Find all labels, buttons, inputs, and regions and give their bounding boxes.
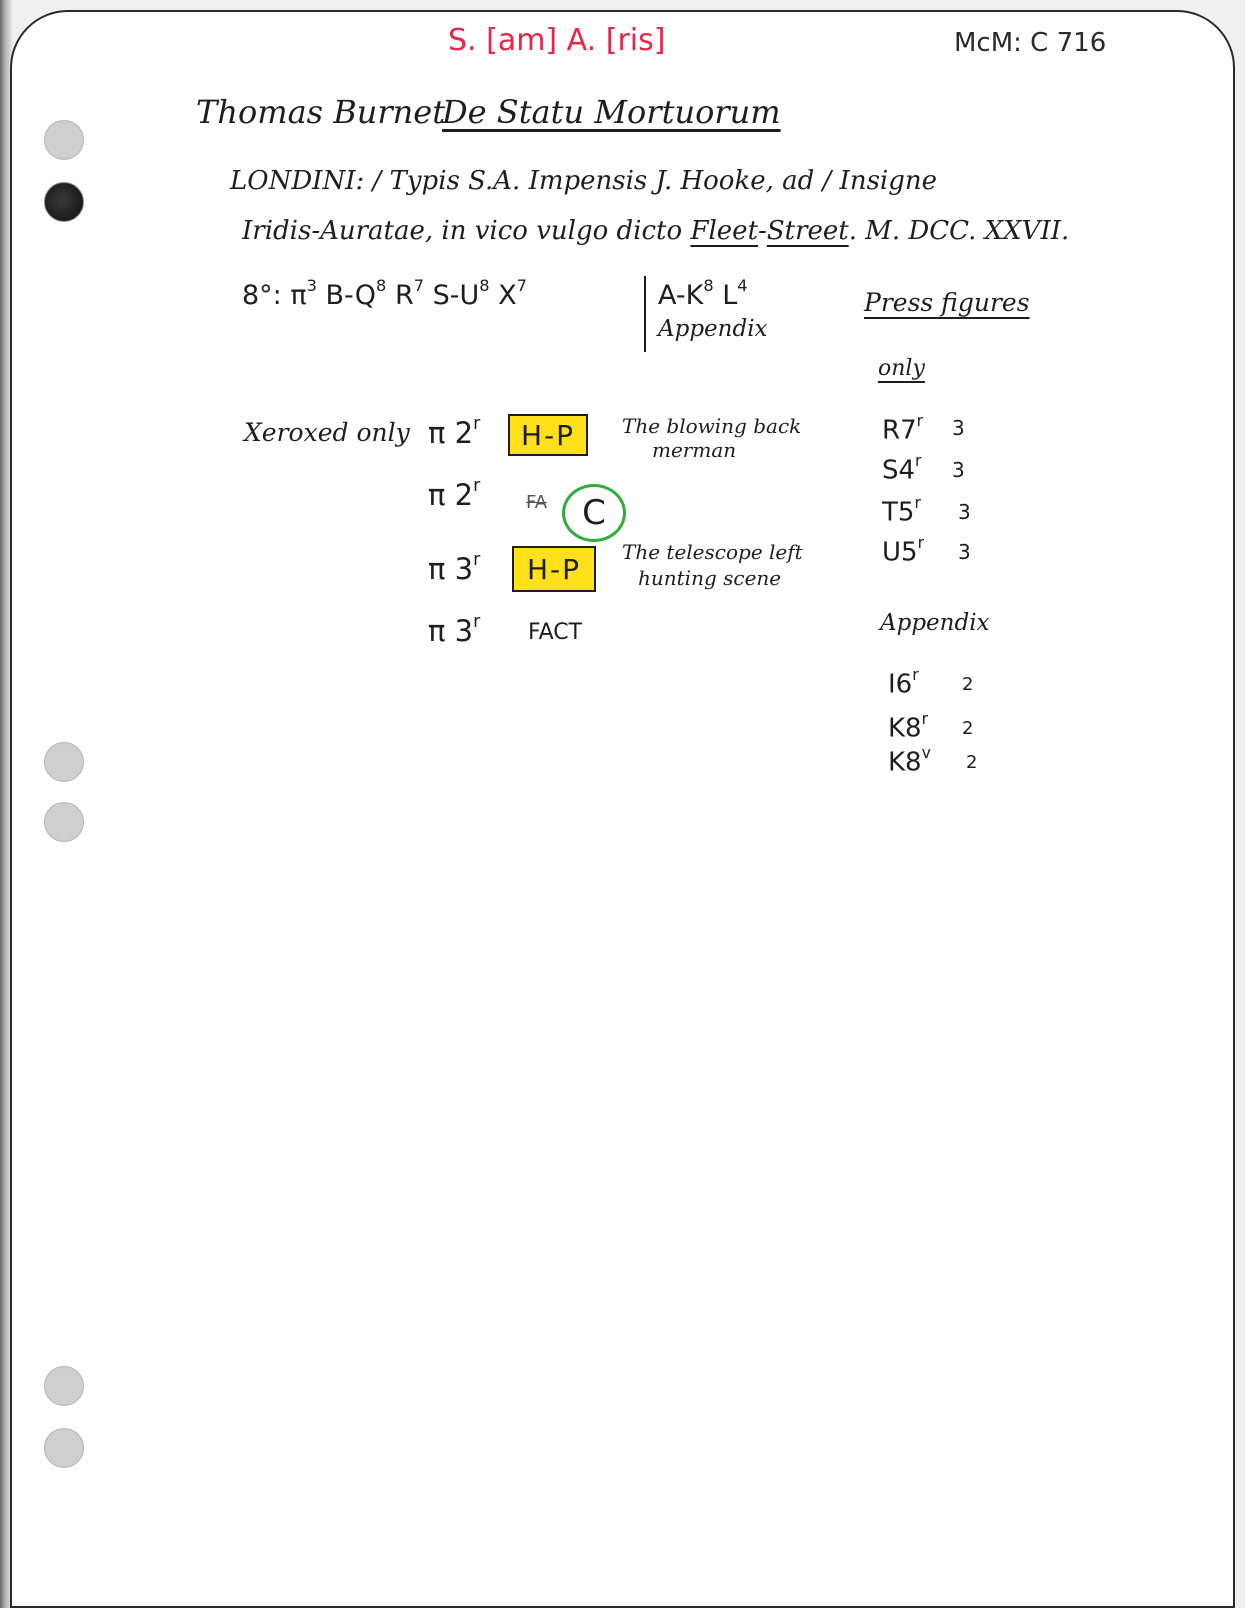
struck-out-code: FA (526, 492, 548, 513)
press-figure-entry (888, 744, 931, 778)
press-figure-number: 3 (958, 500, 971, 524)
ornament-code-highlight: H-P (508, 414, 588, 456)
collation-token: 7 (413, 276, 425, 295)
punch-hole (44, 1428, 84, 1468)
punch-hole (44, 742, 84, 782)
press-figure-sig: R7 (882, 415, 917, 446)
imprint-date: . M. DCC. XXVII. (848, 216, 1070, 246)
imprint-line-2 (242, 218, 1069, 244)
collation-format: 8°: (242, 279, 282, 311)
ornament-leaf-side: r (473, 414, 481, 434)
press-figure-sig: K8 (888, 747, 922, 778)
imprint-line-1: LONDINI: / Typis S.A. Impensis J. Hooke, ad / Insigne (230, 166, 938, 196)
press-figures-only: only (878, 356, 925, 381)
press-figure-number: 3 (952, 458, 965, 482)
ornament-leaf-side: r (473, 550, 481, 570)
press-figure-entry (882, 494, 921, 528)
press-figure-entry (888, 710, 929, 744)
press-figure-number: 2 (966, 752, 978, 773)
press-figure-side: r (921, 710, 929, 728)
ornament-leaf-side: r (473, 476, 481, 496)
collation-token: 8 (703, 276, 714, 295)
ornament-code-highlight: H-P (512, 546, 596, 592)
xeroxed-label: Xeroxed only (244, 418, 410, 447)
collation-token: X (489, 279, 517, 311)
author-name: Thomas Burnet (196, 93, 446, 131)
punch-hole (44, 182, 84, 222)
punch-hole (44, 1366, 84, 1406)
ornament-note: The blowing back (622, 414, 802, 438)
ornament-leaf-side: r (473, 612, 481, 632)
collation-appendix-formula (658, 278, 748, 309)
collation-formula (242, 278, 527, 309)
press-figure-side: r (917, 534, 924, 552)
press-figure-number: 3 (952, 416, 965, 440)
collation-token: 8 (376, 276, 387, 295)
ornament-leaf (428, 614, 480, 646)
collation-token: 4 (737, 276, 748, 295)
ornament-leaf-sig: π 3 (428, 551, 474, 586)
press-figures-heading: Press figures (864, 288, 1030, 317)
punch-hole (44, 802, 84, 842)
collation-token: A-K (658, 279, 704, 311)
ornament-leaf-sig: π 2 (428, 415, 474, 450)
press-figure-side: r (914, 494, 921, 512)
press-figure-sig: T5 (882, 497, 915, 528)
collation-token: 3 (306, 276, 317, 295)
cataloguer-initials: S. [am] A. [ris] (448, 23, 666, 58)
ornament-note: hunting scene (638, 566, 782, 590)
imprint-line-2-prefix: Iridis-Auratae, in vico vulgo dicto (242, 216, 691, 246)
press-figure-side: v (921, 744, 931, 762)
press-figure-number: 3 (958, 540, 971, 564)
press-figure-number: 2 (962, 718, 974, 739)
press-figure-sig: I6 (888, 669, 913, 700)
press-figure-sig: K8 (888, 713, 922, 744)
collation-divider (644, 276, 646, 352)
press-figure-side: r (916, 412, 924, 430)
ornament-leaf (428, 552, 480, 584)
collation-appendix-label: Appendix (658, 316, 768, 342)
collation-token: S-U (424, 279, 480, 311)
press-figure-side: r (912, 666, 919, 684)
ornament-code: FACT (528, 620, 583, 645)
collation-token: L (713, 279, 738, 311)
press-figure-entry (882, 452, 922, 486)
press-figure-sig: S4 (882, 455, 916, 486)
press-figure-entry (882, 412, 924, 446)
work-title: De Statu Mortuorum (442, 93, 781, 131)
ornament-code-circled: C (562, 484, 626, 542)
imprint-street-street: Street (766, 216, 849, 246)
imprint-street-fleet: Fleet (690, 216, 759, 246)
ornament-leaf-sig: π 3 (428, 613, 474, 648)
index-card (10, 10, 1235, 1608)
press-figure-entry (888, 666, 919, 700)
press-figure-side: r (915, 452, 922, 470)
collation-token: π (290, 279, 307, 311)
press-figure-number: 2 (962, 674, 974, 695)
collation-token: 7 (516, 276, 527, 295)
imprint-dash: - (758, 216, 767, 246)
press-figures-appendix-label: Appendix (880, 610, 990, 636)
collation-token: R (386, 279, 414, 311)
shelfmark: McM: C 716 (954, 28, 1107, 58)
ornament-leaf (428, 478, 480, 510)
collation-token: 8 (479, 276, 490, 295)
ornament-note: The telescope left (622, 540, 803, 564)
collation-token: B-Q (316, 279, 377, 311)
press-figure-sig: U5 (882, 537, 918, 568)
ornament-note: merman (652, 438, 737, 462)
press-figure-entry (882, 534, 924, 568)
ornament-leaf (428, 416, 480, 448)
ornament-leaf-sig: π 2 (428, 477, 474, 512)
punch-hole (44, 120, 84, 160)
